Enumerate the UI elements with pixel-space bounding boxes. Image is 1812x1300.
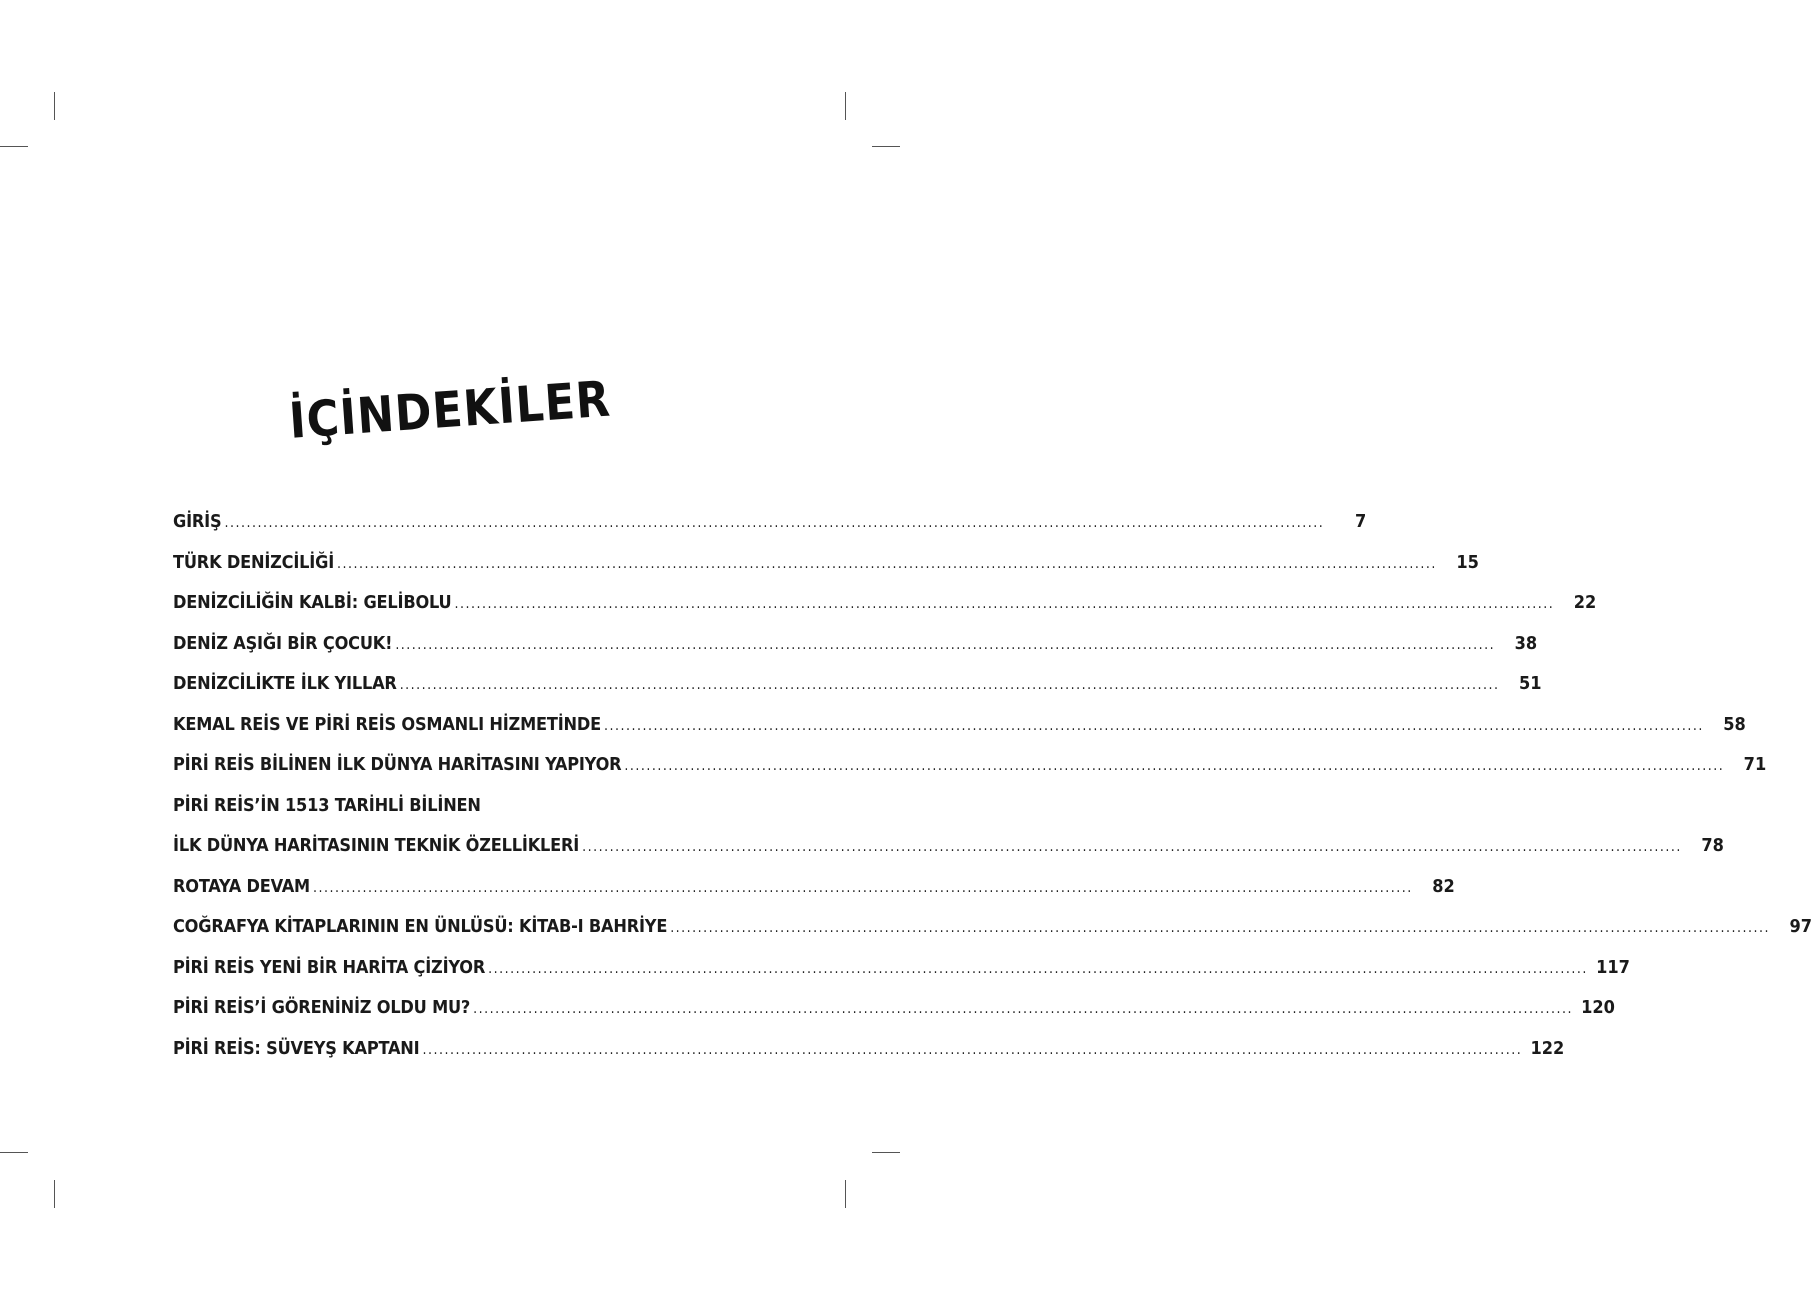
toc-entry [173, 873, 1455, 914]
toc-page-number: 58 [1723, 713, 1746, 735]
toc-entry-title: TÜRK DENİZCİLİĞİ [173, 551, 335, 573]
toc-entry [173, 751, 1767, 792]
toc-entry-title: PİRİ REİS’İN 1513 TARİHLİ BİLİNEN [173, 794, 481, 816]
dot-leader: ........................................................................................................................................................................................................ [395, 636, 1496, 653]
toc-entry-title: GİRİŞ [173, 511, 222, 532]
crop-mark [845, 92, 846, 120]
crop-mark [54, 1180, 55, 1208]
toc-entry-title: COĞRAFYA KİTAPLARININ EN ÜNLÜSÜ: KİTAB-I BAHRİYE [173, 916, 668, 937]
toc-page-number: 82 [1432, 875, 1455, 897]
toc-entry-title: DENİZ AŞIĞI BİR ÇOCUK! [173, 632, 393, 654]
crop-mark [872, 1152, 900, 1153]
toc-entry-title: DENİZCİLİKTE İLK YILLAR [173, 673, 397, 694]
dot-leader: ........................................................................................................................................................................................................ [312, 879, 1413, 896]
toc-entry-title: PİRİ REİS’İ GÖRENİNİZ OLDU MU? [173, 997, 471, 1018]
toc-entry-title: PİRİ REİS: SÜVEYŞ KAPTANI [173, 1037, 420, 1059]
toc-page-number: 22 [1573, 592, 1597, 613]
toc-entry [173, 589, 1597, 630]
toc-page-number: 78 [1701, 835, 1724, 856]
toc-entry-title: PİRİ REİS YENİ BİR HARİTA ÇİZİYOR [173, 956, 486, 978]
crop-mark [872, 146, 900, 147]
page-title: İÇİNDEKİLER [287, 370, 613, 451]
toc-entry-title: DENİZCİLİĞİN KALBİ: GELİBOLU [173, 592, 452, 613]
toc-entry-title: KEMAL REİS VE PİRİ REİS OSMANLI HİZMETİNDE [173, 713, 602, 735]
toc-page-number: 97 [1789, 916, 1812, 937]
toc-entry-title: İLK DÜNYA HARİTASININ TEKNİK ÖZELLİKLERİ [173, 835, 580, 856]
toc-entry [173, 630, 1538, 671]
toc-page-number: 117 [1596, 956, 1630, 978]
toc-entry [173, 1035, 1565, 1076]
dot-leader: ........................................................................................................................................................................................................ [604, 717, 1704, 734]
dot-leader: ........................................................................................................................................................................................................ [473, 1001, 1573, 1017]
toc-entry [173, 994, 1615, 1035]
dot-leader: ........................................................................................................................................................................................................ [224, 515, 1325, 531]
crop-mark [54, 92, 55, 120]
dot-leader: ........................................................................................................................................................................................................ [582, 839, 1682, 855]
dot-leader: ........................................................................................................................................................................................................ [454, 596, 1555, 612]
toc-page-number: 15 [1456, 551, 1479, 573]
dot-leader: ........................................................................................................................................................................................................ [399, 677, 1500, 693]
dot-leader: ........................................................................................................................................................................................................ [337, 555, 1437, 572]
toc-page-number: 51 [1518, 673, 1542, 694]
toc-page-number: 122 [1530, 1037, 1565, 1059]
toc-entry [173, 711, 1746, 752]
toc-entry-title: PİRİ REİS BİLİNEN İLK DÜNYA HARİTASINI YAPIYOR [173, 754, 622, 775]
toc-page-number: 38 [1514, 632, 1538, 654]
dot-leader: ........................................................................................................................................................................................................ [488, 960, 1588, 977]
dot-leader: ........................................................................................................................................................................................................ [670, 920, 1770, 936]
toc-entry [173, 832, 1724, 873]
toc-entry [173, 508, 1367, 549]
toc-page-number: 120 [1581, 997, 1615, 1018]
dot-leader: ........................................................................................................................................................................................................ [624, 758, 1725, 774]
toc-entry-title: ROTAYA DEVAM [173, 875, 310, 897]
toc-entry [173, 670, 1542, 711]
toc-page-number: 7 [1355, 511, 1367, 532]
toc-page-number: 71 [1743, 754, 1767, 775]
crop-mark [0, 146, 28, 147]
table-of-contents [173, 508, 1812, 1075]
dot-leader: ........................................................................................................................................................................................................ [422, 1041, 1523, 1058]
crop-mark [845, 1180, 846, 1208]
crop-mark [0, 1152, 28, 1153]
toc-entry [173, 792, 728, 833]
toc-entry [173, 913, 1812, 954]
toc-entry [173, 549, 1479, 590]
toc-entry [173, 954, 1630, 995]
